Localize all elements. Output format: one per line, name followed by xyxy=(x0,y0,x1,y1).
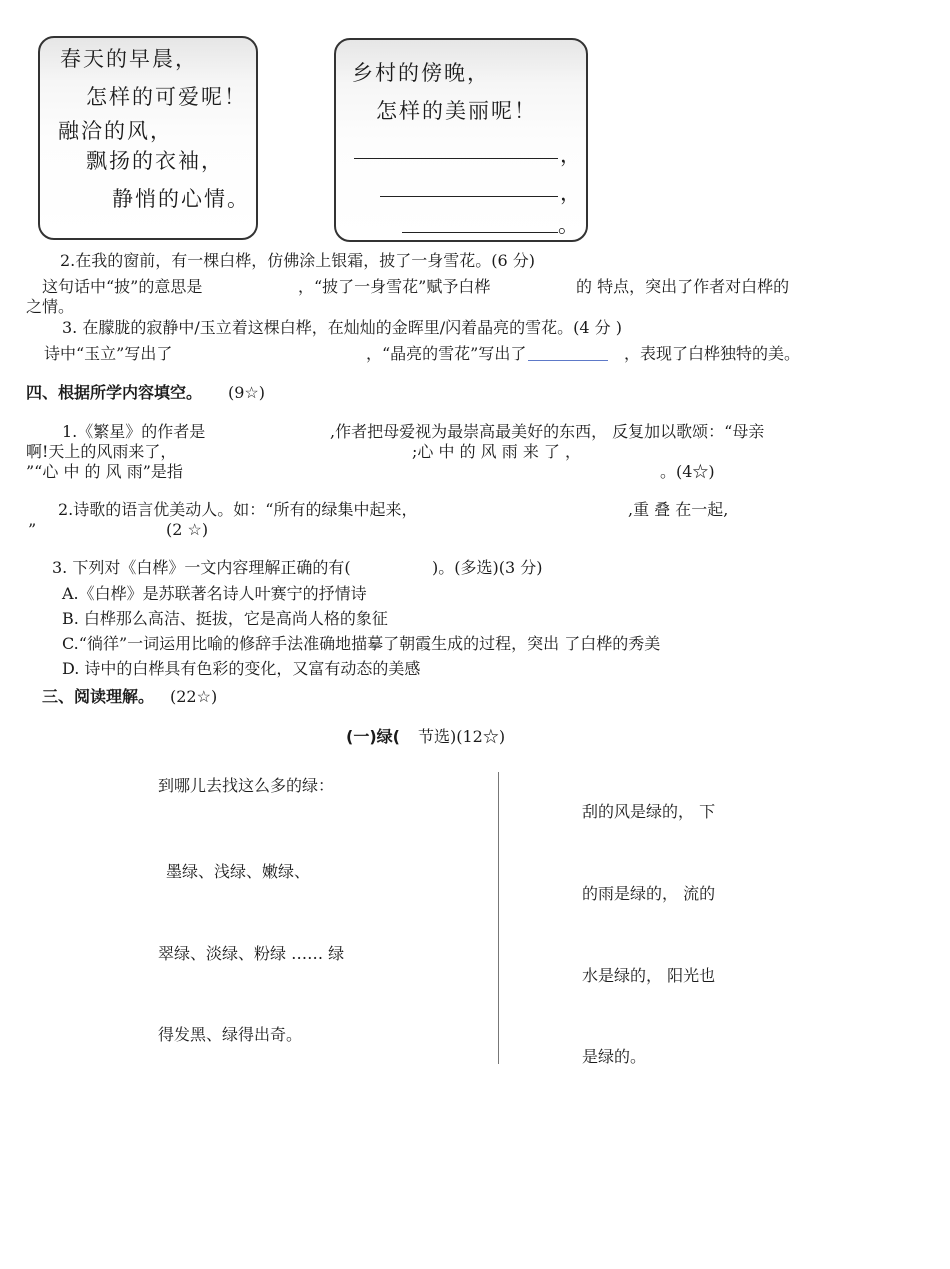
q3-text-a: 诗中“玉立”写出了 xyxy=(44,344,173,363)
passage-left-line: 到哪儿去找这么多的绿： xyxy=(158,776,335,795)
passage-title-rest: 节选)(12☆) xyxy=(418,727,506,746)
poem-box-spring-morning xyxy=(38,36,258,240)
q2-text-a: 这句话中“披”的意思是 xyxy=(42,277,203,296)
s4-q1-text-e: ”“心 中 的 风 雨”是指 xyxy=(26,462,183,481)
option-d[interactable]: D. 诗中的白桦具有色彩的变化，又富有动态的美感 xyxy=(62,659,421,678)
column-divider xyxy=(498,772,499,1064)
question-3: 3. 在朦胧的寂静中/玉立着这棵白桦，在灿灿的金晖里/闪着晶亮的雪花。(4 分 ) xyxy=(62,318,622,337)
poem-blank-3[interactable] xyxy=(402,232,558,233)
passage-right-line: 水是绿的， 阳光也 xyxy=(582,966,716,985)
s4-q3-text-b: )。(多选)(3 分) xyxy=(432,558,543,577)
poem-blank-end: 。 xyxy=(558,213,581,237)
poem-line: 怎样的美丽呢！ xyxy=(376,99,537,123)
s4-q2-text-a: 2.诗歌的语言优美动人。如：“所有的绿集中起来， xyxy=(58,500,418,519)
poem-blank-1[interactable] xyxy=(354,158,558,159)
passage-left-line: 得发黑、绿得出奇。 xyxy=(158,1025,303,1044)
poem-blank-end: ， xyxy=(560,143,583,167)
section-4-title: 四、根据所学内容填空。 xyxy=(26,383,203,402)
s4-q2-text-b: ,重 叠 在一起, xyxy=(628,500,729,519)
option-c[interactable]: C.“徜徉”一词运用比喻的修辞手法准确地描摹了朝霞生成的过程，突出 了白桦的秀美 xyxy=(62,634,661,653)
q3-text-b: ，“晶亮的雪花”写出了 xyxy=(366,344,527,363)
poem-blank-2[interactable] xyxy=(380,196,558,197)
section-4-score: (9☆) xyxy=(228,383,266,402)
section-3-title: 三、阅读理解。 xyxy=(42,687,155,706)
passage-right-line: 刮的风是绿的， 下 xyxy=(582,802,716,821)
poem-line: 怎样的可爱呢！ xyxy=(86,85,247,109)
section-3-score: (22☆) xyxy=(170,687,218,706)
s4-q1-text-f: 。(4☆) xyxy=(660,462,715,481)
q3-text-c: ，表现了白桦独特的美。 xyxy=(624,344,801,363)
q2-text-end: 之情。 xyxy=(26,297,75,316)
s4-q2-text-c: ” xyxy=(28,520,37,539)
s4-q1-text-a: 1.《繁星》的作者是 xyxy=(62,422,206,441)
q3-answer-blank[interactable] xyxy=(528,360,608,361)
option-a[interactable]: A.《白桦》是苏联著名诗人叶赛宁的抒情诗 xyxy=(62,584,367,603)
poem-line: 春天的早晨， xyxy=(60,47,198,71)
s4-q1-text-c: 啊!天上的风雨来了， xyxy=(26,442,177,461)
passage-right-line: 是绿的。 xyxy=(582,1047,647,1066)
s4-q1-text-b: ,作者把母爱视为最崇高最美好的东西， 反复加以歌颂：“母亲 xyxy=(330,422,765,441)
poem-line: 飘扬的衣袖， xyxy=(86,149,224,173)
q2-text-b: ，“披了一身雪花”赋予白桦 xyxy=(298,277,491,296)
s4-q3-text-a: 3. 下列对《白桦》一文内容理解正确的有( xyxy=(52,558,351,577)
s4-q2-text-d: (2 ☆) xyxy=(166,520,209,539)
poem-blank-end: ， xyxy=(560,181,583,205)
passage-title: (一)绿( xyxy=(346,727,400,746)
poem-line: 静悄的心情。 xyxy=(112,187,250,211)
s4-q1-text-d: ;心 中 的 风 雨 来 了 ， xyxy=(412,442,581,461)
poem-box-village-evening xyxy=(334,38,588,242)
passage-left-line: 墨绿、浅绿、嫩绿、 xyxy=(166,862,311,881)
q2-text-c: 的 特点，突出了作者对白桦的 xyxy=(576,277,790,296)
passage-left-line: 翠绿、淡绿、粉绿 …… 绿 xyxy=(158,944,345,963)
poem-line: 乡村的傍晚， xyxy=(352,61,490,85)
passage-right-line: 的雨是绿的， 流的 xyxy=(582,884,716,903)
option-b[interactable]: B. 白桦那么高洁、挺拔，它是高尚人格的象征 xyxy=(62,609,388,628)
poem-line: 融洽的风， xyxy=(58,119,173,143)
question-2: 2.在我的窗前，有一棵白桦，仿佛涂上银霜，披了一身雪花。(6 分) xyxy=(60,251,536,270)
